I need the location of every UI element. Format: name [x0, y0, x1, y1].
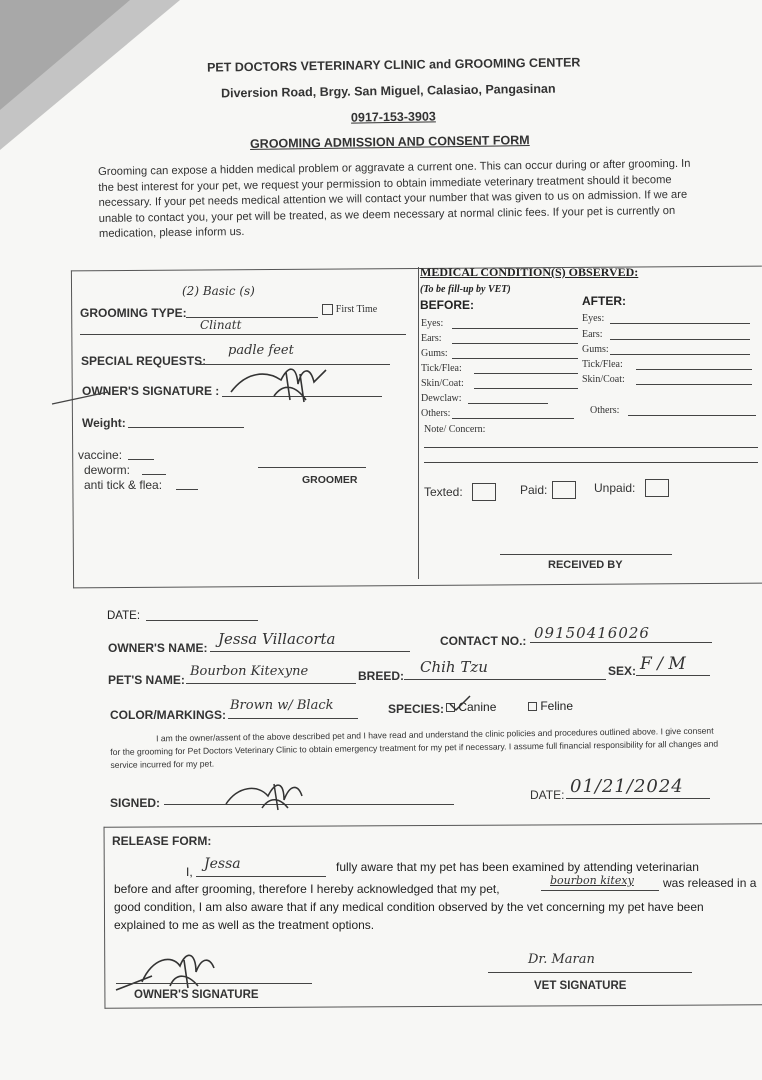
- owner-name-value[interactable]: Jessa Villacorta: [218, 630, 336, 648]
- pet-name-value[interactable]: Bourbon Kitexyne: [190, 664, 309, 679]
- medical-title: MEDICAL CONDITION(S) OBSERVED:: [420, 265, 639, 279]
- after-item-line[interactable]: [610, 354, 750, 355]
- owner-signature-label: OWNER'S SIGNATURE :: [82, 384, 220, 398]
- before-item-line[interactable]: [468, 403, 548, 404]
- release-name-line: [196, 876, 326, 877]
- first-time-checkbox[interactable]: [322, 304, 377, 315]
- vaccine-line: [128, 459, 154, 460]
- after-item-line[interactable]: [610, 323, 750, 324]
- color-value[interactable]: Brown w/ Black: [230, 698, 334, 713]
- release-pet-value[interactable]: bourbon kitexy: [550, 874, 634, 887]
- after-item-label: Others:: [590, 405, 620, 416]
- form-title: GROOMING ADMISSION AND CONSENT FORM: [249, 133, 530, 151]
- clinic-name: PET DOCTORS VETERINARY CLINIC and GROOMING CENTER: [206, 55, 581, 75]
- release-owner-line: [116, 983, 312, 984]
- clinic-address: Diversion Road, Brgy. San Miguel, Calasiao, Pangasinan: [220, 81, 556, 101]
- before-item-line[interactable]: [452, 343, 578, 344]
- after-item-label: Gums:: [582, 344, 609, 355]
- sex-label: SEX:: [608, 664, 637, 678]
- release-text-3: was released in a: [663, 876, 757, 890]
- grooming-type-value[interactable]: (2) Basic (s): [182, 284, 255, 298]
- before-item-label: Dewclaw:: [421, 393, 462, 404]
- medical-subtitle: (To be fill-up by VET): [420, 284, 511, 295]
- before-item-line[interactable]: [452, 418, 574, 419]
- grooming-type-label: GROOMING TYPE:: [80, 306, 187, 320]
- after-item-line[interactable]: [628, 415, 756, 416]
- unpaid-checkbox[interactable]: [645, 479, 669, 497]
- feline-checkbox[interactable]: [528, 702, 537, 711]
- before-item-label: Gums:: [421, 348, 448, 359]
- paid-label: Paid:: [520, 483, 548, 497]
- unpaid-label: Unpaid:: [594, 481, 636, 495]
- consent-paragraph: I am the owner/assent of the above described pet and I have read and understand the clinic policies and procedures outlined above. I give consent for the grooming for Pet Doctors Veterinary Clinic to obtain emergency treatment for my pet if necessary. I assume full financial responsibility for all changes and service incurred for my pet.: [110, 725, 719, 770]
- after-item-line[interactable]: [610, 339, 750, 340]
- release-text-1: fully aware that my pet has been examined by attending veterinarian: [336, 860, 699, 874]
- color-line: [228, 718, 358, 719]
- before-label: BEFORE:: [420, 298, 474, 312]
- contact-line: [530, 642, 712, 643]
- sex-value[interactable]: F / M: [640, 654, 686, 674]
- before-item-line[interactable]: [474, 373, 578, 374]
- note-label: Note/ Concern:: [424, 424, 486, 435]
- deworm-line: [142, 474, 166, 475]
- signed-date-line: [566, 798, 710, 799]
- owner-name-label: OWNER'S NAME:: [108, 641, 208, 655]
- before-item-label: Others:: [421, 408, 451, 419]
- box-divider: [418, 267, 419, 579]
- note-line-2: [424, 462, 758, 463]
- release-name-value[interactable]: Jessa: [204, 856, 241, 872]
- owner-name-line: [210, 651, 410, 652]
- deworm-label: deworm:: [84, 463, 131, 477]
- vet-signature-line: [488, 972, 692, 973]
- feline-option[interactable]: [528, 699, 573, 713]
- sex-line: [636, 675, 710, 676]
- special-requests-value[interactable]: padle feet: [228, 343, 294, 358]
- folded-corner: [0, 0, 180, 150]
- owner-signature-scribble: [226, 362, 336, 404]
- weight-line: [128, 427, 244, 428]
- pen-stroke-mark: [50, 388, 110, 408]
- signed-date-label: DATE:: [530, 788, 565, 802]
- grooming-type-line2: [80, 334, 406, 335]
- signed-signature-scribble: [222, 778, 312, 812]
- after-item-line[interactable]: [636, 384, 752, 385]
- clinic-phone: 0917-153-3903: [350, 109, 436, 125]
- feline-label: Feline: [540, 699, 574, 713]
- first-time-label: First Time: [335, 304, 378, 316]
- vet-signature-label: VET SIGNATURE: [534, 980, 627, 992]
- date-label: DATE:: [107, 610, 141, 622]
- contact-value[interactable]: 09150416026: [534, 624, 650, 642]
- special-requests-label: SPECIAL REQUESTS:: [81, 354, 207, 368]
- after-label: AFTER:: [582, 294, 626, 308]
- first-time-box[interactable]: [322, 304, 333, 315]
- before-item-label: Eyes:: [421, 318, 444, 329]
- canine-label: Canine: [458, 700, 497, 714]
- received-by-line: [500, 554, 672, 555]
- before-item-line[interactable]: [474, 388, 578, 389]
- pet-name-label: PET'S NAME:: [108, 673, 185, 687]
- texted-label: Texted:: [424, 485, 463, 499]
- release-owner-signature-label: OWNER'S SIGNATURE: [134, 989, 259, 1001]
- release-text-5: explained to me as well as the treatment options.: [114, 918, 375, 932]
- before-item-line[interactable]: [452, 328, 578, 329]
- breed-line: [404, 679, 606, 680]
- weight-label: Weight:: [82, 416, 126, 430]
- groomer-label: GROOMER: [302, 474, 358, 486]
- release-i-label: I,: [186, 865, 193, 879]
- received-by-label: RECEIVED BY: [548, 559, 623, 571]
- release-text-4: good condition, I am also aware that if any medical condition observed by the vet concerning my pet have been: [114, 900, 704, 914]
- after-item-label: Eyes:: [582, 313, 605, 324]
- release-pet-line: [541, 890, 659, 891]
- after-item-label: Skin/Coat:: [582, 374, 625, 385]
- species-label: SPECIES:: [388, 702, 445, 716]
- antitick-line: [176, 489, 198, 490]
- after-item-label: Ears:: [582, 329, 603, 340]
- antitick-label: anti tick & flea:: [84, 478, 163, 492]
- paid-checkbox[interactable]: [552, 481, 576, 499]
- vaccine-label: vaccine:: [78, 448, 123, 462]
- breed-value[interactable]: Chih Tzu: [420, 658, 488, 676]
- breed-label: BREED:: [358, 669, 405, 683]
- note-line-1: [424, 447, 758, 448]
- canine-checkmark: [448, 694, 472, 712]
- release-text-2: before and after grooming, therefore I hereby acknowledged that my pet,: [114, 882, 500, 896]
- after-item-label: Tick/Flea:: [582, 359, 623, 370]
- texted-checkbox[interactable]: [472, 483, 496, 501]
- release-title: RELEASE FORM:: [112, 834, 212, 848]
- before-item-line[interactable]: [452, 358, 578, 359]
- before-item-label: Ears:: [421, 333, 442, 344]
- signed-label: SIGNED:: [110, 796, 161, 810]
- intro-paragraph: Grooming can expose a hidden medical problem or aggravate a current one. This can occur during or after grooming. In the best interest for your pet, we request your permission to obtain immediate veterinary treatment should it become necessary. If your pet needs medical attention we will contact your number that was given to us on admission. If we are unable to contact you, your pet will be treated, as we deem necessary at normal clinic fees. If your pet is currently on medication, please inform us.: [98, 157, 691, 240]
- before-item-label: Skin/Coat:: [421, 378, 464, 389]
- color-label: COLOR/MARKINGS:: [110, 708, 226, 722]
- before-item-label: Tick/Flea:: [421, 363, 462, 374]
- after-item-line[interactable]: [636, 369, 752, 370]
- contact-label: CONTACT NO.:: [440, 634, 527, 648]
- groomer-line: [258, 467, 366, 468]
- pet-name-line: [186, 683, 356, 684]
- grooming-type-value2[interactable]: Clinatt: [200, 318, 242, 332]
- date-line: [146, 620, 258, 621]
- signed-date-value[interactable]: 01/21/2024: [570, 776, 684, 797]
- vet-name-value[interactable]: Dr. Maran: [528, 952, 595, 967]
